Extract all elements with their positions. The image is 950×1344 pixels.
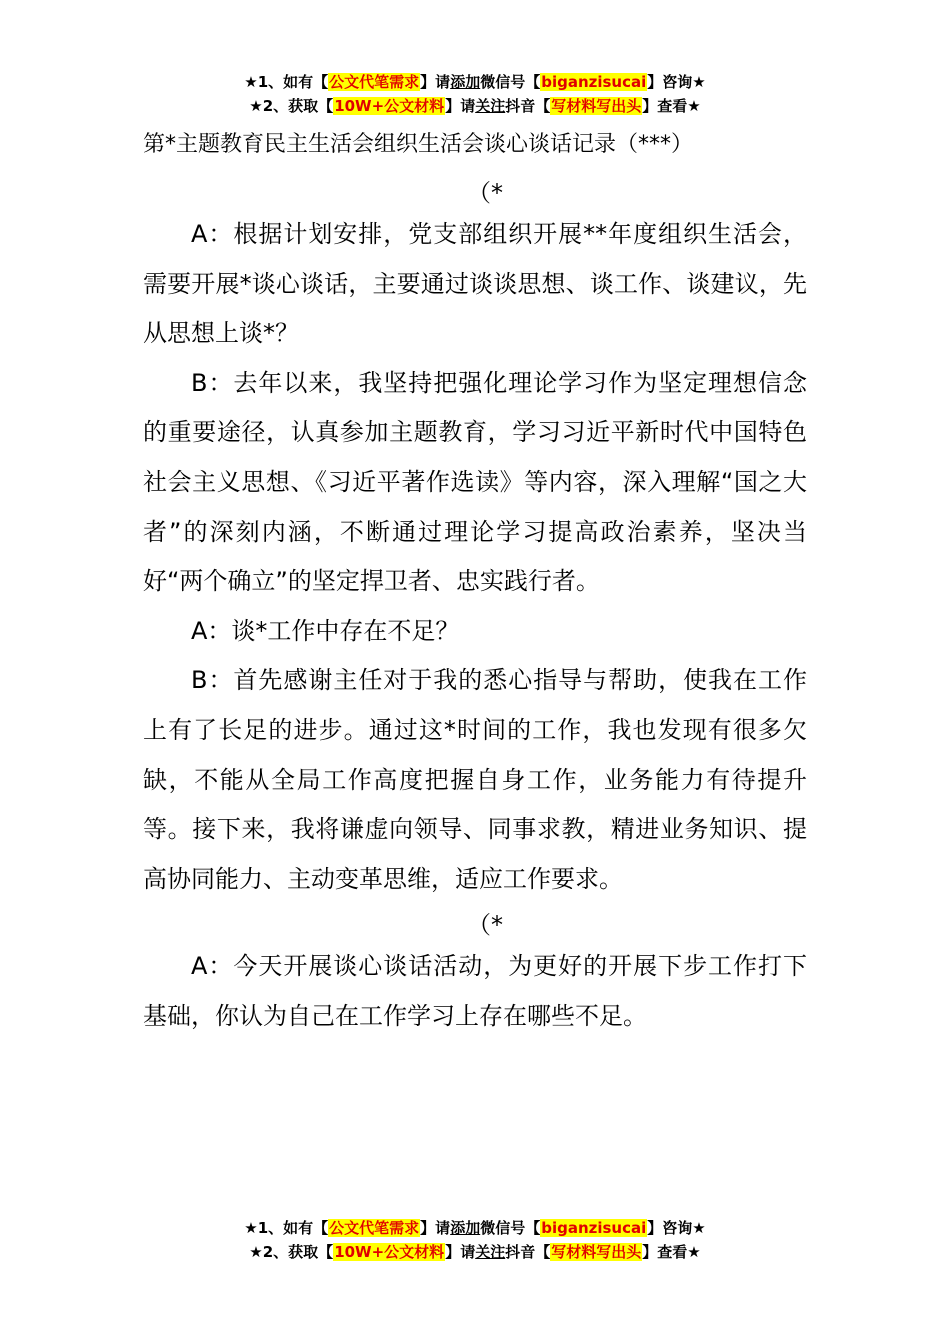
banner-text: 】请	[445, 1243, 476, 1261]
banner-line-1	[0, 70, 950, 94]
banner-highlight: biganzisucai	[541, 1219, 647, 1237]
banner-text: 抖音【	[505, 97, 551, 115]
paragraph: B：首先感谢主任对于我的悉心指导与帮助，使我在工作上有了长足的进步。通过这*时间的工作，我也发现有很多欠缺，不能从全局工作高度把握自身工作，业务能力有待提升等。接下来，我将谦虚向领导、同事求教，精进业务知识、提高协同能力、主动变革思维，适应工作要求。	[143, 666, 807, 893]
section-marker: （*	[467, 911, 503, 940]
banner-underline: 关注	[475, 1243, 506, 1261]
banner-text: ★2、获取【	[249, 1243, 334, 1261]
banner-underline: 关注	[475, 97, 506, 115]
banner-text: 】请	[420, 73, 451, 91]
banner-text: 】请	[445, 97, 476, 115]
banner-highlight: biganzisucai	[541, 73, 647, 91]
banner-text: 】咨询★	[647, 73, 706, 91]
banner-text: 】查看★	[642, 97, 701, 115]
banner-text: ★1、如有【	[244, 73, 329, 91]
paragraph: A：谈*工作中存在不足？	[191, 616, 460, 645]
banner-text: 抖音【	[505, 1243, 551, 1261]
banner-text: 】查看★	[642, 1243, 701, 1261]
banner-text: ★1、如有【	[244, 1219, 329, 1237]
banner-highlight: 公文代笔需求	[329, 73, 420, 91]
banner-highlight: 写材料写出头	[551, 97, 642, 115]
section-marker: （*	[467, 179, 503, 207]
document-title: 第*主题教育民主生活会组织生活会谈心谈话记录（***）	[143, 132, 694, 157]
header-banner	[0, 70, 950, 118]
banner-line-2	[0, 94, 950, 118]
banner-highlight: 公文代笔需求	[329, 1219, 420, 1237]
banner-line-1	[0, 1216, 950, 1240]
banner-text: 微信号【	[480, 73, 541, 91]
banner-line-2	[0, 1240, 950, 1264]
document-body	[143, 130, 807, 1042]
banner-text: 微信号【	[480, 1219, 541, 1237]
paragraph: A：根据计划安排，党支部组织开展**年度组织生活会，需要开展*谈心谈话，主要通过谈谈思想、谈工作、谈建议，先从思想上谈*？	[143, 220, 807, 348]
paragraph: A：今天开展谈心谈话活动，为更好的开展下步工作打下基础，你认为自己在工作学习上存在哪些不足。	[143, 952, 807, 1030]
banner-underline: 添加	[450, 1219, 481, 1237]
banner-text: 】请	[420, 1219, 451, 1237]
banner-text: 】咨询★	[647, 1219, 706, 1237]
footer-banner	[0, 1216, 950, 1264]
banner-highlight: 写材料写出头	[551, 1243, 642, 1261]
banner-highlight: 10W+公文材料	[334, 97, 445, 115]
banner-underline: 添加	[450, 73, 481, 91]
banner-highlight: 10W+公文材料	[334, 1243, 445, 1261]
banner-text: ★2、获取【	[249, 97, 334, 115]
paragraph: B：去年以来，我坚持把强化理论学习作为坚定理想信念的重要途径，认真参加主题教育，学习习近平新时代中国特色社会主义思想、《习近平著作选读》等内容，深入理解“国之大者”的深刻内涵，不断通过理论学习提高政治素养，坚决当好“两个确立”的坚定捍卫者、忠实践行者。	[143, 368, 807, 596]
